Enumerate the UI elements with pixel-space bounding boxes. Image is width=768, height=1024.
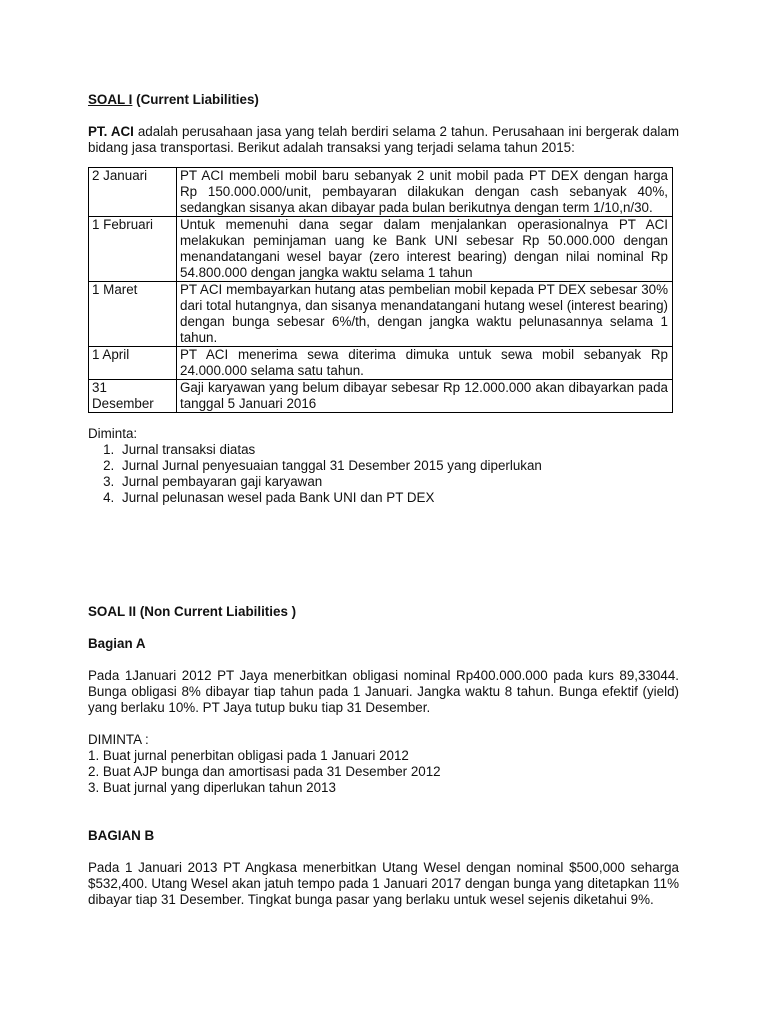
soal1-intro-text: adalah perusahaan jasa yang telah berdiri selama 2 tahun. Perusahaan ini bergerak dalam bidang jasa transportasi. Berikut adalah transaksi yang terjadi selama tahun 2015: [88,124,679,155]
table-row [89,168,673,217]
transaction-date: 1 Maret [89,282,177,347]
bagian-a-paragraph: Pada 1Januari 2012 PT Jaya menerbitkan obligasi nominal Rp400.000.000 pada kurs 89,33044. Bunga obligasi 8% dibayar tiap tahun pada 1 Januari. Jangka waktu 8 tahun. Bunga efektif (yield) yang berlaku 10%. PT Jaya tutup buku tiap 31 Desember. [88,668,679,715]
soal1-title [88,92,679,108]
soal1-title-suffix: (Current Liabilities) [132,92,259,107]
bagian-b-paragraph: Pada 1 Januari 2013 PT Angkasa menerbitkan Utang Wesel dengan nominal $500,000 seharga $532,400. Utang Wesel akan jatuh tempo pada 1 Januari 2017 dengan bunga yang ditetapkan 11% dibayar tiap 31 Desember. Tingkat bunga pasar yang berlaku untuk wesel sejenis diketahui 9%. [88,860,679,907]
table-row [89,217,673,282]
transaction-text: Untuk memenuhi dana segar dalam menjalankan operasionalnya PT ACI melakukan peminjaman uang ke Bank UNI sebesar Rp 50.000.000 dengan menandatangani wesel bayar (zero interest bearing) dengan nilai nominal Rp 54.800.000 dengan jangka waktu selama 1 tahun [177,217,673,282]
table-row [89,282,673,347]
list-item: 1. Buat jurnal penerbitan obligasi pada 1 Januari 2012 [88,748,409,763]
bagian-a-list [88,748,679,796]
transaction-text: PT ACI membeli mobil baru sebanyak 2 unit mobil pada PT DEX dengan harga Rp 150.000.000/unit, pembayaran dilakukan dengan cash sebanyak 40%, sedangkan sisanya akan dibayar pada bulan berikutnya dengan term 1/10,n/30. [177,168,673,217]
transaction-text: PT ACI menerima sewa diterima dimuka untuk sewa mobil sebanyak Rp 24.000.000 selama satu tahun. [177,347,673,380]
transaction-date: 2 Januari [89,168,177,217]
transaction-text: PT ACI membayarkan hutang atas pembelian mobil kepada PT DEX sebesar 30% dari total hutangnya, dan sisanya menandatangani hutang wesel (interest bearing) dengan bunga sebesar 6%/th, dengan jangka waktu pelunasannya selama 1 tahun. [177,282,673,347]
soal1-intro [88,124,679,156]
list-item: 2. Buat AJP bunga dan amortisasi pada 31 Desember 2012 [88,764,441,779]
bagian-a-heading: Bagian A [88,636,146,651]
soal2-title: SOAL II (Non Current Liabilities ) [88,604,297,619]
list-item: 3. Buat jurnal yang diperlukan tahun 2013 [88,780,336,795]
list-item: 3. Jurnal pembayaran gaji karyawan [118,474,679,490]
table-row [89,380,673,413]
bagian-b-heading: BAGIAN B [88,828,155,843]
soal1-title-prefix: SOAL I [88,92,133,107]
transaction-date: 1 April [89,347,177,380]
transaction-text: Gaji karyawan yang belum dibayar sebesar Rp 12.000.000 akan dibayarkan pada tanggal 5 Januari 2016 [177,380,673,413]
list-item: 1. Jurnal transaksi diatas [118,442,679,458]
transaction-table [88,167,673,413]
company-name: PT. ACI [88,124,134,139]
document-page [88,92,679,908]
soal1-diminta-list [88,442,679,506]
table-row [89,347,673,380]
list-item: 2. Jurnal Jurnal penyesuaian tanggal 31 Desember 2015 yang diperlukan [118,458,679,474]
transaction-date: 31 Desember [89,380,177,413]
list-item: 4. Jurnal pelunasan wesel pada Bank UNI dan PT DEX [118,490,679,506]
soal1-diminta-label: Diminta: [88,426,138,441]
bagian-a-diminta-label: DIMINTA : [88,732,149,747]
transaction-date: 1 Februari [89,217,177,282]
